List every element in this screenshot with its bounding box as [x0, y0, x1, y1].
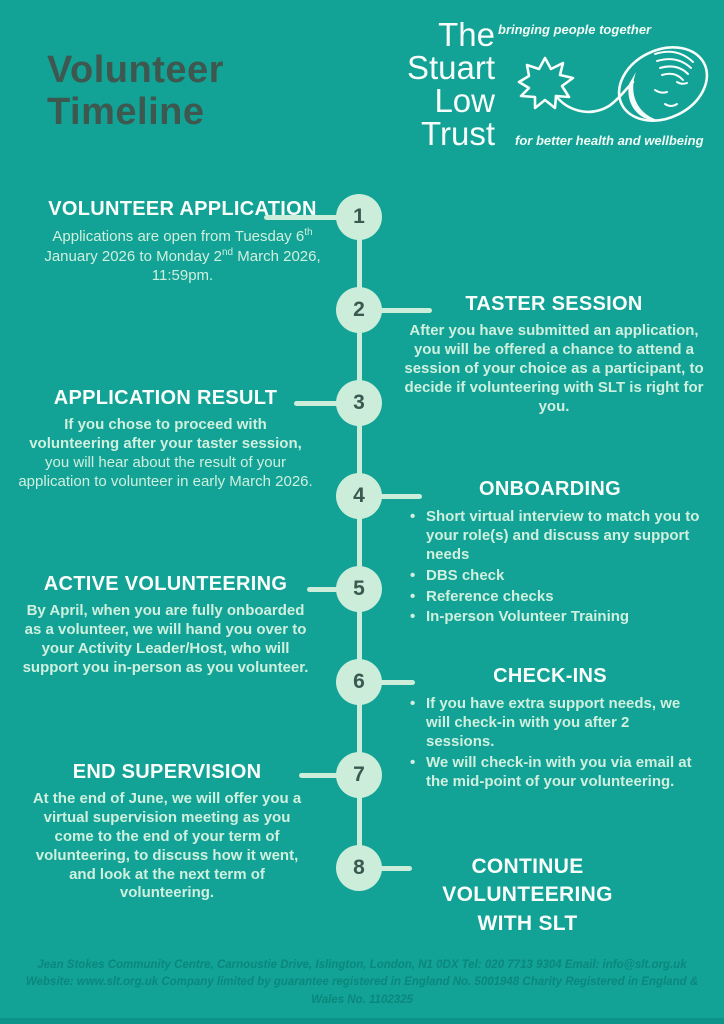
step-body: By April, when you are fully onboarded as a volunteer, we will hand you over to your Activity Leader/Host, who will support you in-person as you volunteer. [22, 602, 309, 676]
footer-contact-details: Jean Stokes Community Centre, Carnoustie Drive, Islington, London, N1 0DX Tel: 020 7713 9304 Email: info@slt.org.uk Website: www.slt.org.uk Company limited by guarantee registered in England No. 5001948 Charity Registered in England & Wales No. 1102325 [25, 958, 699, 1007]
bullet-item: • If you have extra support needs, we will check-in with you after 2 sessions. [408, 695, 700, 752]
step-title: VOLUNTEER APPLICATION [48, 198, 317, 220]
step-body: At the end of June, we will offer you a virtual supervision meeting as you come to the end of your term of volunteering, to discuss how it went, and look at the next term of volunteering. [32, 790, 302, 902]
step-title: ACTIVE VOLUNTEERING [43, 573, 288, 595]
step-bullet-list [400, 695, 700, 791]
step-title: CONTINUE VOLUNTEERING WITH SLT [442, 855, 613, 935]
step-title: TASTER SESSION [465, 293, 643, 315]
step-circle-7 [336, 752, 382, 798]
step-number: 1 [353, 205, 365, 228]
face-and-star-illustration-icon [505, 38, 715, 138]
step-circle-2 [336, 287, 382, 333]
logo-tagline-top: bringing people together [498, 22, 652, 37]
step-block-taster-session [395, 292, 713, 416]
logo-wordmark: The Stuart Low Trust [406, 16, 495, 152]
step-block-continue-volunteering [415, 853, 640, 943]
step-bullet-list [400, 508, 700, 627]
step-block-application-result [18, 386, 313, 492]
page-title: Volunteer Timeline [47, 49, 224, 133]
bullet-item: • We will check-in with you via email at the mid-point of your volunteering. [408, 754, 700, 792]
step-block-onboarding [400, 477, 700, 629]
bullet-item: • DBS check [408, 567, 700, 586]
step-title: END SUPERVISION [72, 761, 262, 783]
step-block-check-ins [400, 664, 700, 793]
logo-tagline-bottom: for better health and wellbeing [515, 133, 704, 148]
step-number: 4 [353, 484, 365, 507]
step-block-volunteer-application [35, 197, 330, 286]
step-number: 2 [353, 298, 365, 321]
step-number: 7 [353, 763, 365, 786]
bullet-item: • Short virtual interview to match you to your role(s) and discuss any support needs [408, 508, 700, 565]
step-block-end-supervision [22, 760, 312, 903]
bullet-item: • Reference checks [408, 588, 700, 607]
step-block-active-volunteering [18, 572, 313, 678]
bottom-accent-strip [0, 1018, 724, 1024]
step-body: If you chose to proceed with volunteering after your taster session, you will hear about the result of your application to volunteer in early March 2026. [18, 416, 313, 490]
bullet-item: • In-person Volunteer Training [408, 608, 700, 627]
step-circle-8 [336, 845, 382, 891]
step-body: Applications are open from Tuesday 6th January 2026 to Monday 2nd March 2026, 11:59pm. [44, 227, 321, 284]
step-body: After you have submitted an application, you will be offered a chance to attend a session of your choice as a participant, to decide if volunteering with SLT is right for you. [404, 322, 704, 415]
step-number: 3 [353, 391, 365, 414]
step-circle-5 [336, 566, 382, 612]
step-number: 5 [353, 577, 365, 600]
step-circle-3 [336, 380, 382, 426]
step-circle-1 [336, 194, 382, 240]
step-circle-6 [336, 659, 382, 705]
step-title: ONBOARDING [479, 478, 621, 500]
step-circle-4 [336, 473, 382, 519]
step-number: 8 [353, 856, 365, 879]
step-title: CHECK-INS [493, 665, 607, 687]
step-number: 6 [353, 670, 365, 693]
step-title: APPLICATION RESULT [53, 387, 278, 409]
